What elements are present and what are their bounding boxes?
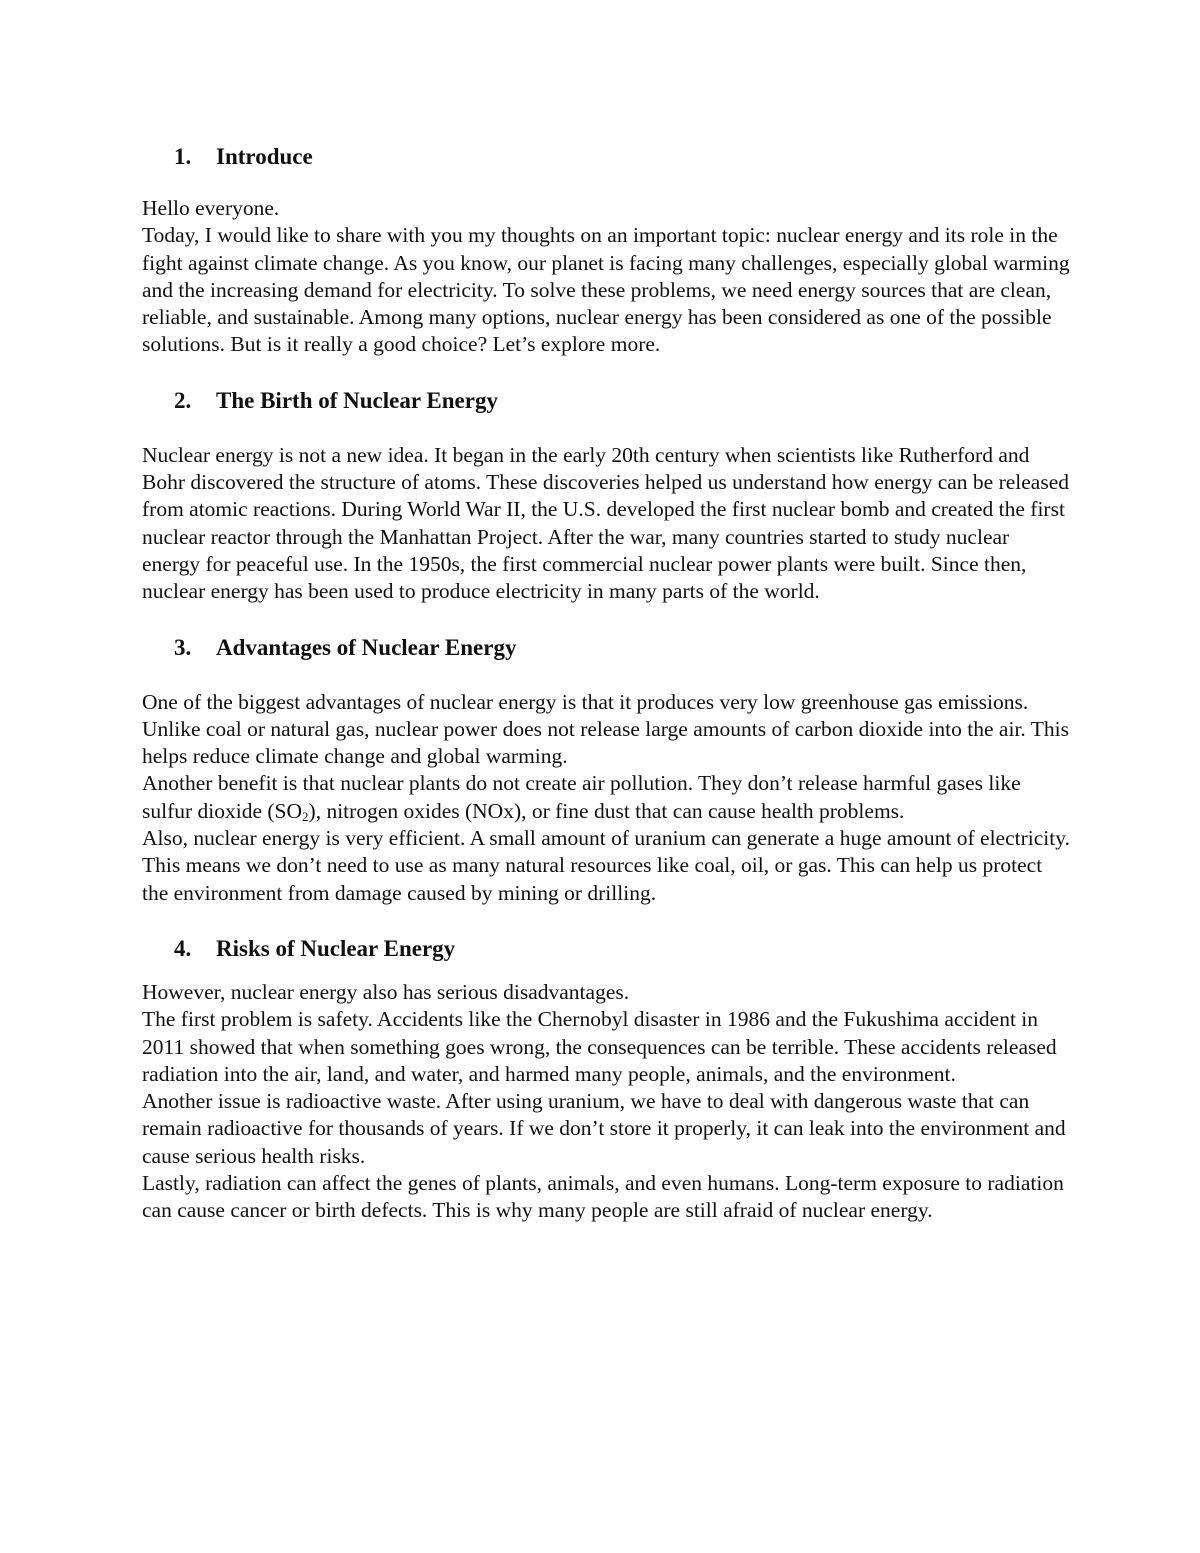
section-heading bbox=[174, 935, 1072, 963]
paragraph: Today, I would like to share with you my thoughts on an important topic: nuclear energy and its role in the fight against climate change. As you know, our planet is facing many challenges, especially global warming and the increasing demand for electricity. To solve these problems, we need energy sources that are clean, reliable, and sustainable. Among many options, nuclear energy has been considered as one of the possible solutions. But is it really a good choice? Let’s explore more. bbox=[142, 223, 1070, 357]
paragraph: Also, nuclear energy is very efficient. A small amount of uranium can generate a huge amount of electricity. This means we don’t need to use as many natural resources like coal, oil, or gas. This can help us protect the environment from damage caused by mining or drilling. bbox=[142, 826, 1070, 905]
section-heading bbox=[174, 143, 1072, 171]
section-text bbox=[142, 442, 1072, 606]
paragraph: Hello everyone. bbox=[142, 196, 280, 220]
paragraph: One of the biggest advantages of nuclear energy is that it produces very low greenhouse gas emissions. Unlike coal or natural gas, nuclear power does not release large amounts of carbon dioxide into the air. This helps reduce climate change and global warming. bbox=[142, 689, 1069, 769]
section-number: 2. bbox=[174, 387, 192, 413]
text-run: ), nitrogen oxides (NOx), or fine dust that can cause health problems. bbox=[308, 798, 905, 823]
text-run: Another benefit is that nuclear plants do not create air pollution. They don’t release harmful gases like sulfur dioxide (SO bbox=[142, 771, 1021, 823]
section-number: 1. bbox=[174, 144, 192, 169]
section-title: Risks of Nuclear Energy bbox=[216, 935, 456, 961]
paragraph: However, nuclear energy also has serious disadvantages. bbox=[142, 979, 630, 1004]
subscript: 2 bbox=[302, 808, 309, 824]
document-body bbox=[142, 143, 1072, 1225]
section-title: Advantages of Nuclear Energy bbox=[216, 634, 517, 660]
section-text bbox=[142, 979, 1072, 1225]
section-heading bbox=[174, 387, 1072, 415]
section-introduce bbox=[142, 143, 1072, 359]
section-number: 3. bbox=[174, 634, 192, 660]
section-advantages bbox=[142, 634, 1072, 907]
paragraph-so2 bbox=[142, 770, 1072, 825]
paragraph: Another issue is radioactive waste. After using uranium, we have to deal with dangerous waste that can remain radioactive for thousands of years. If we don’t store it properly, it can leak into the environment and cause serious health risks. bbox=[142, 1089, 1066, 1168]
section-heading bbox=[174, 634, 1072, 662]
paragraph: Lastly, radiation can affect the genes of plants, animals, and even humans. Long-term exposure to radiation can cause cancer or birth defects. This is why many people are still afraid of nuclear energy. bbox=[142, 1171, 1064, 1223]
section-number: 4. bbox=[174, 935, 192, 961]
section-birth-of-nuclear-energy bbox=[142, 387, 1072, 606]
section-text bbox=[142, 195, 1072, 359]
section-risks bbox=[142, 935, 1072, 1225]
section-title: The Birth of Nuclear Energy bbox=[216, 387, 498, 413]
paragraph: Nuclear energy is not a new idea. It began in the early 20th century when scientists like Rutherford and Bohr discovered the structure of atoms. These discoveries helped us understand how energy can be released from atomic reactions. During World War II, the U.S. developed the first nuclear bomb and created the first nuclear reactor through the Manhattan Project. After the war, many countries started to study nuclear energy for peaceful use. In the 1950s, the first commercial nuclear power plants were built. Since then, nuclear energy has been used to produce electricity in many parts of the world. bbox=[142, 442, 1069, 604]
paragraph: The first problem is safety. Accidents like the Chernobyl disaster in 1986 and the Fukushima accident in 2011 showed that when something goes wrong, the consequences can be terrible. These accidents released radiation into the air, land, and water, and harmed many people, animals, and the environment. bbox=[142, 1007, 1057, 1086]
section-title: Introduce bbox=[216, 144, 313, 169]
section-text bbox=[142, 689, 1072, 907]
